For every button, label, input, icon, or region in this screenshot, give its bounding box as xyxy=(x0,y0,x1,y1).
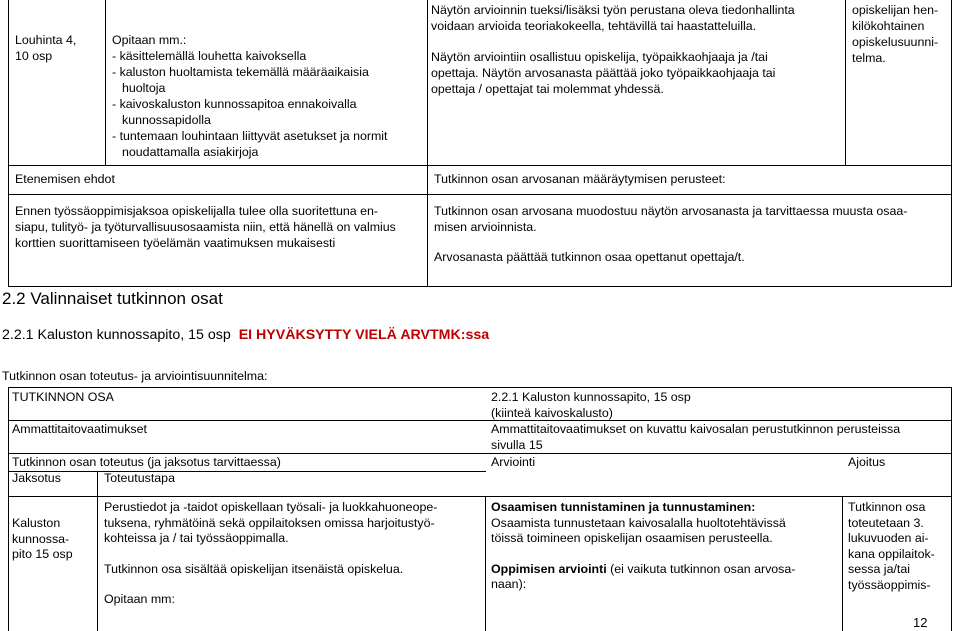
text-line: Näytön arvioinnin tueksi/lisäksi työn perustana oleva tiedonhallinta xyxy=(431,3,795,17)
period-value xyxy=(12,516,73,563)
grading-criteria-header xyxy=(434,171,726,187)
text-line: 2.2.1 Kaluston kunnossapito, 15 osp xyxy=(491,390,691,404)
grading-criteria-text xyxy=(434,203,907,265)
text-line: Ennen työssäoppimisjaksoa opiskelijalla tulee olla suoritettuna en- xyxy=(15,204,378,218)
plan-title: Tutkinnon osan toteutus- ja arviointisuunnitelma: xyxy=(2,369,268,383)
text-line: Kaluston xyxy=(12,516,61,530)
assessment-label: Arviointi xyxy=(491,455,536,469)
text-line xyxy=(434,235,907,249)
table-border xyxy=(8,0,9,287)
text-line: toteutetaan 3. xyxy=(848,515,924,530)
assessment-value xyxy=(491,500,795,593)
text-line: korttien suorittamiseen työelämän vaatimuksen mukaisesti xyxy=(15,236,336,250)
text-line: Louhinta 4, xyxy=(15,33,77,47)
text-line: - kaivoskaluston kunnossapitoa ennakoivalla xyxy=(112,97,357,111)
competence-requirements-label: Ammattitaitovaatimukset xyxy=(12,422,147,436)
page-number: 12 xyxy=(913,615,928,630)
text-line: töissä toimineen opiskelijan osaamisen perusteella. xyxy=(491,531,773,545)
table-border xyxy=(8,387,9,631)
table-border xyxy=(8,387,952,388)
text-line: misen arvioinnista. xyxy=(434,220,537,234)
text-line: telma. xyxy=(852,51,886,65)
timing-label: Ajoitus xyxy=(848,455,886,469)
table-border xyxy=(842,496,843,631)
text-line: kilökohtainen xyxy=(852,19,925,33)
table-border xyxy=(97,496,98,631)
subsection-heading xyxy=(2,326,489,344)
text-line: opiskelusuunni- xyxy=(852,35,939,49)
text-line: Tutkinnon osa sisältää opiskelijan itsenäistä opiskelua. xyxy=(104,561,404,576)
text-line: huoltoja xyxy=(122,81,166,95)
text-line: opiskelijan hen- xyxy=(852,3,939,17)
table-border xyxy=(8,286,952,287)
recognition-heading: Osaamisen tunnistaminen ja tunnustaminen: xyxy=(491,500,756,514)
spacer xyxy=(491,547,795,562)
text-line: kohteissa ja / tai työssäoppimalla. xyxy=(104,531,289,545)
course-unit-name xyxy=(15,32,76,64)
text-line: Tutkinnon osan arvosana muodostuu näytön arvosanasta ja tarvittaessa muusta osaa- xyxy=(434,204,908,218)
text-line xyxy=(104,577,437,592)
text-line xyxy=(431,34,795,49)
personal-plan-note xyxy=(852,2,938,66)
text-line: Opitaan mm: xyxy=(104,592,175,606)
period-label: Jaksotus xyxy=(12,471,61,485)
timing-value xyxy=(848,500,935,593)
header-text: Etenemisen ehdot xyxy=(15,172,115,186)
text-line: pito 15 osp xyxy=(12,547,73,561)
text-line: voidaan arvioida teoriakokeella, tehtävillä tai haastatteluilla. xyxy=(431,19,757,33)
learning-assessment-heading: Oppimisen arviointi xyxy=(491,561,607,576)
text-line: Tutkinnon osa xyxy=(848,500,926,514)
table-border xyxy=(951,0,952,287)
table-border xyxy=(951,387,952,631)
text-line: siapu, tulityö- ja työturvallisuusosaamista niin, että hänellä on valmius xyxy=(15,220,396,234)
text-line: naan): xyxy=(491,577,527,591)
learning-content xyxy=(112,32,388,160)
text-line: Osaamista tunnustetaan kaivosalalla huoltotehtävissä xyxy=(491,515,786,530)
text-line: kunnossa- xyxy=(12,531,70,546)
unit-label: TUTKINNON OSA xyxy=(12,390,114,404)
text-line xyxy=(104,547,437,562)
text-line: (kiinteä kaivoskalusto) xyxy=(491,405,613,420)
progress-conditions-text xyxy=(15,203,396,251)
progress-conditions-header xyxy=(15,171,115,187)
assessment-description xyxy=(431,2,795,97)
header-text: Tutkinnon osan arvosanan määräytymisen perusteet: xyxy=(434,172,726,186)
table-border xyxy=(105,0,106,165)
text-line: sivulla 15 xyxy=(491,437,543,452)
table-border xyxy=(845,0,846,165)
implementation-label: Tutkinnon osan toteutus (ja jaksotus tarvittaessa) xyxy=(12,455,281,469)
text-line: 10 osp xyxy=(15,49,53,63)
method-value xyxy=(104,500,437,608)
text-line: Opitaan mm.: xyxy=(112,33,187,47)
text-line: opettaja. Näytön arvosanasta päättää joko työpaikkaohjaaja tai xyxy=(431,66,776,80)
text-line: - tuntemaan louhintaan liittyvät asetukset ja normit xyxy=(112,129,388,143)
text-line: Ammattitaitovaatimukset on kuvattu kaivosalan perustutkinnon perusteissa xyxy=(491,422,901,436)
text-line: opettaja / opettajat tai molemmat yhdessä. xyxy=(431,82,664,96)
table-border xyxy=(8,194,952,195)
text-line: kana oppilaitok- xyxy=(848,546,935,561)
approval-status-note: EI HYVÄKSYTTY VIELÄ ARVTMK:ssa xyxy=(238,327,490,343)
table-border xyxy=(8,165,952,166)
table-border xyxy=(8,471,486,472)
table-border xyxy=(485,496,486,631)
text-line: (ei vaikuta tutkinnon osan arvosa- xyxy=(606,561,796,576)
text-line: Arvosanasta päättää tutkinnon osaa opettanut opettaja/t. xyxy=(434,250,745,264)
subsection-title: 2.2.1 Kaluston kunnossapito, 15 osp xyxy=(2,327,231,343)
table-border xyxy=(8,420,952,421)
text-line: sessa ja/tai xyxy=(848,562,910,576)
text-line: lukuvuoden ai- xyxy=(848,531,929,545)
table-border xyxy=(8,453,952,454)
text-line: - käsittelemällä louhetta kaivoksella xyxy=(112,49,307,63)
method-label: Toteutustapa xyxy=(104,471,175,485)
text-line: Näytön arviointiin osallistuu opiskelija, työpaikkaohjaaja ja /tai xyxy=(431,50,768,64)
table-border xyxy=(8,496,952,497)
text-line: - kaluston huoltamista tekemällä määräaikaisia xyxy=(112,65,369,79)
table-border xyxy=(427,0,428,287)
text-line: työssäoppimis- xyxy=(848,577,931,592)
unit-value xyxy=(491,390,691,421)
text-line: kunnossapidolla xyxy=(122,113,211,127)
section-heading: 2.2 Valinnaiset tutkinnon osat xyxy=(2,289,223,308)
text-line: Perustiedot ja -taidot opiskellaan työsali- ja luokkahuoneope- xyxy=(104,500,438,514)
table-border xyxy=(97,471,98,496)
text-line: noudattamalla asiakirjoja xyxy=(122,145,259,159)
competence-requirements-value xyxy=(491,422,900,453)
text-line: tuksena, ryhmätöinä sekä oppilaitoksen omissa harjoitustyö- xyxy=(104,515,435,530)
